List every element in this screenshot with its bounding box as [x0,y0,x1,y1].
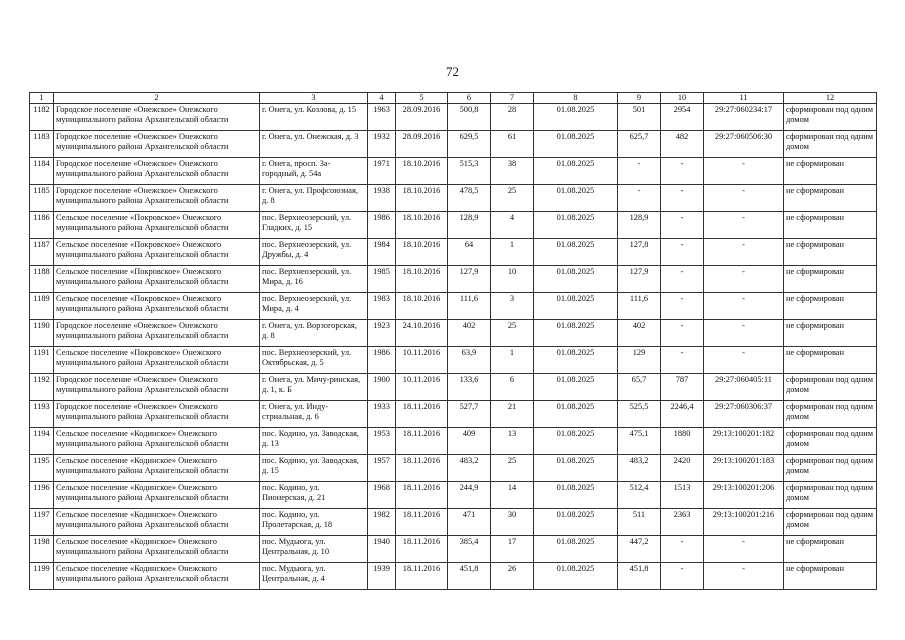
cell-cadastral-number: - [704,563,784,590]
cell-row-number: 1196 [30,482,54,509]
cell-cadastral-number: - [704,536,784,563]
cell-cadastral-number: 29:13:100201:216 [704,509,784,536]
cell-date: 18.10.2016 [396,239,448,266]
table-row [30,428,877,455]
cell-address: пос. Верхнеозерский, ул. Октябрьская, д. 5 [260,347,368,374]
cell-area-residential: - [618,185,661,212]
cell-row-number: 1187 [30,239,54,266]
table-row [30,266,877,293]
cell-municipality: Сельское поселение «Покровское» Онежского муниципального района Архангельской области [54,347,260,374]
cell-row-number: 1195 [30,455,54,482]
cell-row-number: 1183 [30,131,54,158]
cell-date: 28.09.2016 [396,131,448,158]
cell-residents: 13 [491,428,534,455]
cell-year-built: 1968 [368,482,396,509]
cell-land-status: сформирован под одним домом [784,374,877,401]
cell-land-area: 1880 [661,428,704,455]
cell-municipality: Сельское поселение «Кодинское» Онежского муниципального района Архангельской области [54,482,260,509]
cell-date: 18.11.2016 [396,401,448,428]
cell-land-area: 2954 [661,104,704,131]
cell-total-area: 127,9 [448,266,491,293]
column-header-7: 7 [491,93,534,104]
cell-land-area: - [661,239,704,266]
cell-year-built: 1982 [368,509,396,536]
cell-deadline: 01.08.2025 [534,131,618,158]
cell-cadastral-number: - [704,239,784,266]
cell-date: 18.11.2016 [396,455,448,482]
cell-address: пос. Верхнеозерский, ул. Мира, д. 16 [260,266,368,293]
cell-row-number: 1188 [30,266,54,293]
column-header-11: 11 [704,93,784,104]
cell-municipality: Сельское поселение «Покровское» Онежского муниципального района Архангельской области [54,293,260,320]
cell-cadastral-number: 29:27:060234:17 [704,104,784,131]
cell-area-residential: 402 [618,320,661,347]
cell-row-number: 1185 [30,185,54,212]
cell-total-area: 478,5 [448,185,491,212]
cell-deadline: 01.08.2025 [534,347,618,374]
cell-row-number: 1191 [30,347,54,374]
cell-date: 10.11.2016 [396,347,448,374]
cell-date: 24.10.2016 [396,320,448,347]
cell-total-area: 515,3 [448,158,491,185]
cell-cadastral-number: 29:27:060306:37 [704,401,784,428]
cell-area-residential: 127,9 [618,266,661,293]
cell-address: пос. Кодино, ул. Пролетарская, д. 18 [260,509,368,536]
cell-municipality: Городское поселение «Онежское» Онежского муниципального района Архангельской области [54,131,260,158]
cell-total-area: 451,8 [448,563,491,590]
cell-municipality: Сельское поселение «Кодинское» Онежского муниципального района Архангельской области [54,428,260,455]
cell-residents: 6 [491,374,534,401]
cell-year-built: 1963 [368,104,396,131]
cell-deadline: 01.08.2025 [534,104,618,131]
table-row [30,158,877,185]
cell-address: г. Онега, ул. Ворзогорская, д. 8 [260,320,368,347]
cell-address: пос. Мудьюга, ул. Центральная, д. 4 [260,563,368,590]
cell-cadastral-number: - [704,293,784,320]
cell-land-area: - [661,212,704,239]
cell-area-residential: 501 [618,104,661,131]
table-row [30,104,877,131]
cell-municipality: Городское поселение «Онежское» Онежского муниципального района Архангельской области [54,374,260,401]
cell-residents: 21 [491,401,534,428]
cell-address: г. Онега, ул. Козлова, д. 15 [260,104,368,131]
column-header-10: 10 [661,93,704,104]
table-row [30,185,877,212]
cell-row-number: 1190 [30,320,54,347]
cell-municipality: Городское поселение «Онежское» Онежского муниципального района Архангельской области [54,158,260,185]
cell-land-area: - [661,158,704,185]
cell-municipality: Городское поселение «Онежское» Онежского муниципального района Архангельской области [54,320,260,347]
cell-land-status: сформирован под одним домом [784,482,877,509]
cell-residents: 4 [491,212,534,239]
cell-year-built: 1940 [368,536,396,563]
cell-address: пос. Верхнеозерский, ул. Гладких, д. 15 [260,212,368,239]
cell-cadastral-number: 29:13:100201:183 [704,455,784,482]
cell-land-area: - [661,185,704,212]
cell-residents: 1 [491,347,534,374]
cell-area-residential: 447,2 [618,536,661,563]
cell-deadline: 01.08.2025 [534,212,618,239]
column-header-5: 5 [396,93,448,104]
table-row [30,509,877,536]
cell-date: 18.11.2016 [396,536,448,563]
cell-land-status: не сформирован [784,347,877,374]
housing-register-table [29,92,877,590]
cell-year-built: 1985 [368,266,396,293]
cell-year-built: 1957 [368,455,396,482]
table-row [30,536,877,563]
cell-area-residential: - [618,158,661,185]
cell-year-built: 1986 [368,347,396,374]
cell-residents: 10 [491,266,534,293]
cell-cadastral-number: - [704,320,784,347]
cell-date: 18.10.2016 [396,185,448,212]
cell-address: пос. Кодино, ул. Заводская, д. 15 [260,455,368,482]
cell-area-residential: 65,7 [618,374,661,401]
cell-total-area: 133,6 [448,374,491,401]
cell-cadastral-number: - [704,212,784,239]
cell-row-number: 1197 [30,509,54,536]
cell-area-residential: 525,5 [618,401,661,428]
cell-deadline: 01.08.2025 [534,536,618,563]
column-header-8: 8 [534,93,618,104]
cell-date: 18.10.2016 [396,158,448,185]
cell-total-area: 471 [448,509,491,536]
cell-land-area: 787 [661,374,704,401]
cell-area-residential: 128,9 [618,212,661,239]
cell-year-built: 1953 [368,428,396,455]
cell-land-status: не сформирован [784,266,877,293]
cell-land-area: 2246,4 [661,401,704,428]
cell-total-area: 629,5 [448,131,491,158]
cell-row-number: 1193 [30,401,54,428]
cell-deadline: 01.08.2025 [534,455,618,482]
cell-land-status: сформирован под одним домом [784,509,877,536]
cell-year-built: 1971 [368,158,396,185]
cell-date: 10.11.2016 [396,374,448,401]
cell-date: 18.11.2016 [396,428,448,455]
cell-total-area: 111,6 [448,293,491,320]
cell-cadastral-number: 29:27:060405:11 [704,374,784,401]
cell-address: пос. Кодино, ул. Пионерская, д. 21 [260,482,368,509]
cell-total-area: 402 [448,320,491,347]
cell-address: г. Онега, ул. Профсоюзная, д. 8 [260,185,368,212]
cell-row-number: 1186 [30,212,54,239]
cell-year-built: 1933 [368,401,396,428]
cell-land-area: 1513 [661,482,704,509]
cell-land-area: - [661,266,704,293]
cell-deadline: 01.08.2025 [534,185,618,212]
cell-municipality: Сельское поселение «Кодинское» Онежского муниципального района Архангельской области [54,536,260,563]
cell-land-area: - [661,293,704,320]
cell-area-residential: 511 [618,509,661,536]
cell-cadastral-number: 29:27:060506:30 [704,131,784,158]
column-header-4: 4 [368,93,396,104]
cell-deadline: 01.08.2025 [534,293,618,320]
cell-year-built: 1900 [368,374,396,401]
cell-cadastral-number: - [704,185,784,212]
cell-date: 18.10.2016 [396,293,448,320]
cell-date: 18.10.2016 [396,212,448,239]
cell-deadline: 01.08.2025 [534,320,618,347]
cell-row-number: 1182 [30,104,54,131]
cell-cadastral-number: - [704,347,784,374]
cell-date: 18.10.2016 [396,266,448,293]
cell-residents: 61 [491,131,534,158]
cell-land-status: не сформирован [784,536,877,563]
cell-land-status: сформирован под одним домом [784,104,877,131]
cell-residents: 30 [491,509,534,536]
cell-residents: 3 [491,293,534,320]
cell-address: пос. Верхнеозерский, ул. Дружбы, д. 4 [260,239,368,266]
cell-address: пос. Мудьюга, ул. Центральная, д. 10 [260,536,368,563]
table-row [30,455,877,482]
cell-cadastral-number: 29:13:100201:206 [704,482,784,509]
cell-land-area: 482 [661,131,704,158]
cell-area-residential: 625,7 [618,131,661,158]
cell-municipality: Сельское поселение «Покровское» Онежского муниципального района Архангельской области [54,266,260,293]
cell-land-area: - [661,320,704,347]
cell-year-built: 1938 [368,185,396,212]
cell-area-residential: 127,8 [618,239,661,266]
cell-total-area: 500,8 [448,104,491,131]
cell-cadastral-number: - [704,266,784,293]
cell-deadline: 01.08.2025 [534,428,618,455]
cell-residents: 1 [491,239,534,266]
table-row [30,374,877,401]
cell-residents: 25 [491,185,534,212]
cell-municipality: Городское поселение «Онежское» Онежского муниципального района Архангельской области [54,104,260,131]
cell-municipality: Сельское поселение «Кодинское» Онежского муниципального района Архангельской области [54,563,260,590]
cell-land-area: - [661,536,704,563]
cell-address: г. Онега, просп. За-городный, д. 54а [260,158,368,185]
cell-address: пос. Верхнеозерский, ул. Мира, д. 4 [260,293,368,320]
cell-year-built: 1983 [368,293,396,320]
cell-address: г. Онега, ул. Инду-стриальная, д. 6 [260,401,368,428]
table-row [30,563,877,590]
cell-area-residential: 451,8 [618,563,661,590]
cell-land-status: не сформирован [784,158,877,185]
cell-land-status: не сформирован [784,212,877,239]
cell-address: г. Онега, ул. Онежская, д. 3 [260,131,368,158]
cell-year-built: 1984 [368,239,396,266]
cell-land-status: сформирован под одним домом [784,401,877,428]
cell-row-number: 1184 [30,158,54,185]
cell-total-area: 385,4 [448,536,491,563]
cell-municipality: Сельское поселение «Покровское» Онежского муниципального района Архангельской области [54,212,260,239]
table-header-row [30,93,877,104]
cell-municipality: Городское поселение «Онежское» Онежского муниципального района Архангельской области [54,185,260,212]
table-row [30,347,877,374]
cell-land-area: 2363 [661,509,704,536]
cell-land-status: не сформирован [784,239,877,266]
cell-total-area: 64 [448,239,491,266]
cell-row-number: 1199 [30,563,54,590]
cell-total-area: 128,9 [448,212,491,239]
cell-row-number: 1194 [30,428,54,455]
cell-row-number: 1198 [30,536,54,563]
table-row [30,293,877,320]
cell-year-built: 1923 [368,320,396,347]
cell-deadline: 01.08.2025 [534,509,618,536]
column-header-1: 1 [30,93,54,104]
cell-municipality: Сельское поселение «Покровское» Онежского муниципального района Архангельской области [54,239,260,266]
cell-year-built: 1932 [368,131,396,158]
cell-total-area: 409 [448,428,491,455]
cell-municipality: Сельское поселение «Кодинское» Онежского муниципального района Архангельской области [54,509,260,536]
cell-date: 28.09.2016 [396,104,448,131]
cell-area-residential: 111,6 [618,293,661,320]
cell-area-residential: 475,1 [618,428,661,455]
cell-date: 18.11.2016 [396,509,448,536]
cell-land-area: - [661,347,704,374]
cell-row-number: 1192 [30,374,54,401]
column-header-2: 2 [54,93,260,104]
cell-total-area: 483,2 [448,455,491,482]
cell-residents: 17 [491,536,534,563]
column-header-6: 6 [448,93,491,104]
cell-area-residential: 483,2 [618,455,661,482]
cell-residents: 25 [491,455,534,482]
cell-total-area: 244,9 [448,482,491,509]
cell-area-residential: 512,4 [618,482,661,509]
table-body [30,93,877,590]
column-header-12: 12 [784,93,877,104]
cell-cadastral-number: 29:13:100201:182 [704,428,784,455]
cell-cadastral-number: - [704,158,784,185]
cell-deadline: 01.08.2025 [534,401,618,428]
cell-residents: 28 [491,104,534,131]
cell-total-area: 527,7 [448,401,491,428]
cell-deadline: 01.08.2025 [534,482,618,509]
cell-date: 18.11.2016 [396,482,448,509]
table-row [30,320,877,347]
cell-deadline: 01.08.2025 [534,158,618,185]
cell-residents: 26 [491,563,534,590]
cell-total-area: 63,9 [448,347,491,374]
cell-row-number: 1189 [30,293,54,320]
cell-deadline: 01.08.2025 [534,239,618,266]
cell-deadline: 01.08.2025 [534,266,618,293]
table-row [30,239,877,266]
cell-year-built: 1939 [368,563,396,590]
cell-land-status: не сформирован [784,185,877,212]
cell-address: пос. Кодино, ул. Заводская, д. 13 [260,428,368,455]
cell-residents: 38 [491,158,534,185]
cell-municipality: Сельское поселение «Кодинское» Онежского муниципального района Архангельской области [54,455,260,482]
cell-land-area: 2420 [661,455,704,482]
cell-land-status: не сформирован [784,293,877,320]
cell-land-status: не сформирован [784,320,877,347]
column-header-9: 9 [618,93,661,104]
table-row [30,131,877,158]
column-header-3: 3 [260,93,368,104]
cell-land-area: - [661,563,704,590]
cell-area-residential: 129 [618,347,661,374]
cell-year-built: 1986 [368,212,396,239]
cell-land-status: сформирован под одним домом [784,131,877,158]
cell-land-status: сформирован под одним домом [784,428,877,455]
page-number: 72 [446,64,459,79]
cell-municipality: Городское поселение «Онежское» Онежского муниципального района Архангельской области [54,401,260,428]
cell-residents: 25 [491,320,534,347]
cell-address: г. Онега, ул. Мичу-ринская, д. 1, к. Б [260,374,368,401]
cell-residents: 14 [491,482,534,509]
cell-deadline: 01.08.2025 [534,374,618,401]
table-row [30,482,877,509]
cell-deadline: 01.08.2025 [534,563,618,590]
table-row [30,212,877,239]
cell-date: 18.11.2016 [396,563,448,590]
cell-land-status: сформирован под одним домом [784,455,877,482]
cell-land-status: не сформирован [784,563,877,590]
table-row [30,401,877,428]
